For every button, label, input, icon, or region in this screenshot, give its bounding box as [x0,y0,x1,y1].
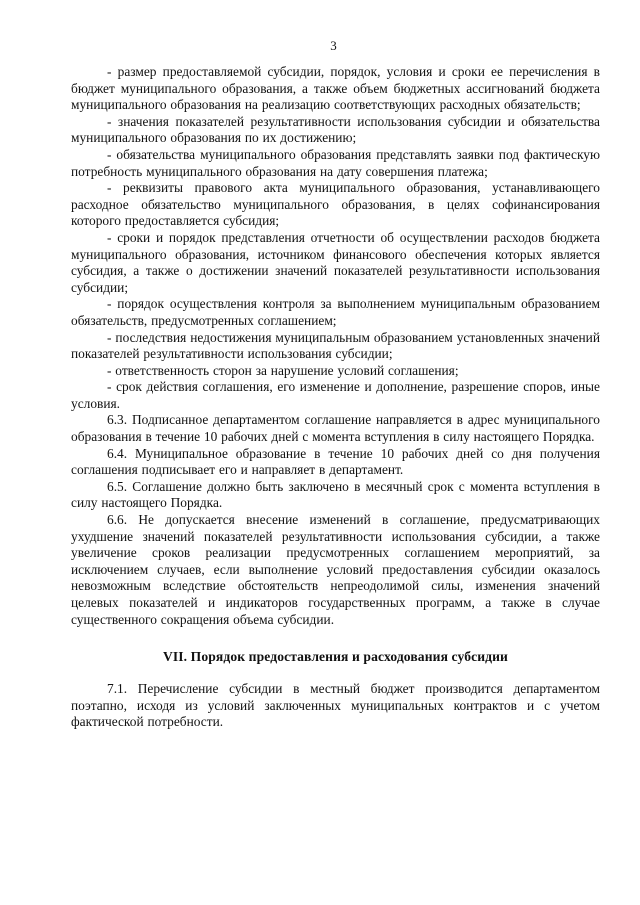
paragraph: - последствия недостижения муниципальным образованием установленных значений показателей результативности использования субсидии; [71,329,600,362]
paragraph: 6.3. Подписанное департаментом соглашение направляется в адрес муниципального образования в течение 10 рабочих дней с момента вступления в силу настоящего Порядка. [71,412,600,445]
paragraph: - ответственность сторон за нарушение условий соглашения; [107,362,459,378]
body-text-before [71,64,600,628]
paragraph: - срок действия соглашения, его изменение и дополнение, разрешение споров, иные условия. [71,379,600,411]
page-number: 3 [330,38,337,53]
paragraph: 6.6. Не допускается внесение изменений в соглашение, предусматривающих ухудшение значений показателей результативности использования субсидии, а также увеличение сроков реализации предусмотренных соглашением мероприятий, за исключением случаев, если выполнение условий предоставления субсидии оказалось невозможным вследствие обстоятельств непреодолимой силы, изменения значений целевых показателей и индикаторов государственных программ, а также в случае существенного сокращения объема субсидии. [71,512,600,627]
section-heading: VII. Порядок предоставления и расходования субсидии [162,649,508,665]
paragraph: - обязательства муниципального образования представлять заявки под фактическую потребность муниципального образования на дату совершения платежа; [71,146,600,179]
body-text-after [71,681,600,731]
paragraph: - порядок осуществления контроля за выполнением муниципальным образованием обязательств, предусмотренных соглашением; [71,296,600,328]
paragraph: - размер предоставляемой субсидии, порядок, условия и сроки ее перечисления в бюджет муниципального образования, а также объем бюджетных ассигнований бюджета муниципального образования на реализацию соответствующих расходных обязательств; [71,64,600,113]
paragraph: 7.1. Перечисление субсидии в местный бюджет производится департаментом поэтапно, исходя из условий заключенных муниципальных контрактов и с учетом фактической потребности. [71,681,600,730]
paragraph: - сроки и порядок представления отчетности об осуществлении расходов бюджета муниципального образования, источником финансового обеспечения которых является субсидия, а также о достижении значений показателей результативности использования субсидии; [71,229,600,295]
paragraph: - значения показателей результативности использования субсидии и обязательства муниципального образования по их достижению; [71,113,600,146]
paragraph: 6.5. Соглашение должно быть заключено в месячный срок с момента вступления в силу настоящего Порядка. [71,478,600,511]
paragraph: - реквизиты правового акта муниципального образования, устанавливающего расходное обязательство муниципального образования, в целях софинансирования которого предоставляется субсидия; [71,180,600,229]
paragraph: 6.4. Муниципальное образование в течение 10 рабочих дней со дня получения соглашения подписывает его и направляет в департамент. [71,445,600,478]
